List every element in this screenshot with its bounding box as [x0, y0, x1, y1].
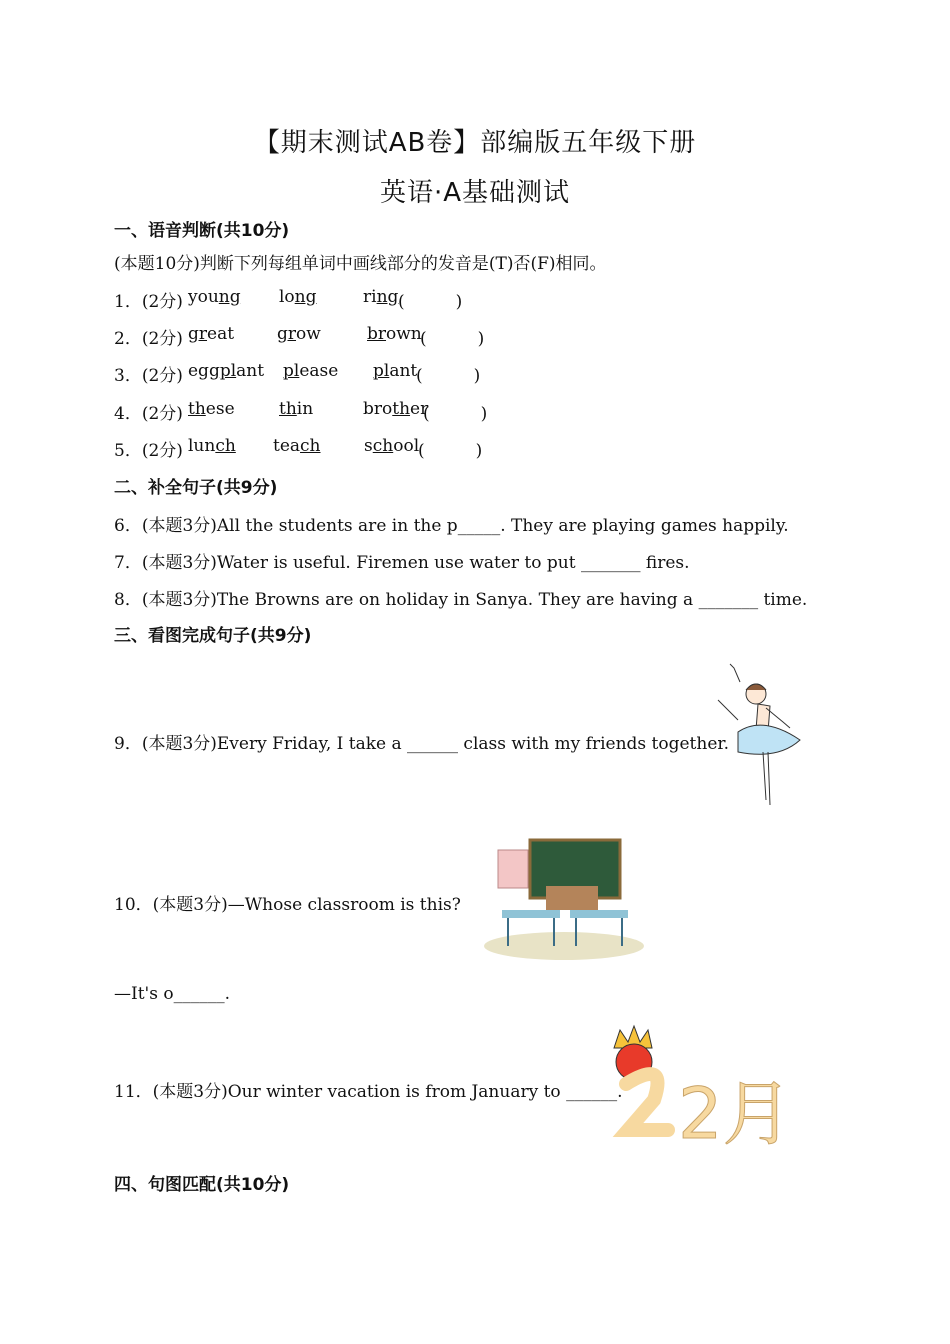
question-prefix: 1．(2分) [114, 292, 183, 312]
word-part: s [364, 436, 373, 456]
word-w1 [188, 287, 241, 307]
underlined-letters: br [367, 324, 387, 344]
underlined-letters: ch [300, 436, 321, 456]
answer-blank[interactable]: ( ) [416, 366, 481, 386]
underlined-letters: pl [283, 361, 300, 381]
word-part: lo [279, 287, 295, 307]
question-11: 11．(本题3分)Our winter vacation is from January to ______. [114, 1082, 623, 1102]
word-w1 [188, 361, 264, 381]
word-part: ese [205, 399, 235, 419]
underlined-letters: th [279, 399, 297, 419]
underlined-letters: ng [218, 287, 241, 307]
word-part: ool [393, 436, 420, 456]
underlined-letters: ch [215, 436, 236, 456]
word-part: ant [389, 361, 418, 381]
word-part: ow [296, 324, 321, 344]
question-10: 10．(本题3分)—Whose classroom is this? [114, 895, 461, 915]
month-label: 2月 [678, 1073, 793, 1155]
word-w2 [273, 436, 321, 456]
question-prefix: 2．(2分) [114, 329, 183, 349]
instruction: (本题10分)判断下列每组单词中画线部分的发音是(T)否(F)相同。 [114, 254, 607, 274]
question-7: 7．(本题3分)Water is useful. Firemen use water to put _______ fires. [114, 553, 690, 573]
question-prefix: 4．(2分) [114, 404, 183, 424]
word-part: egg [188, 361, 220, 381]
word-w2 [277, 324, 321, 344]
underlined-letters: ng [294, 287, 317, 307]
question-prefix: 3．(2分) [114, 366, 183, 386]
underlined-letters: pl [219, 361, 237, 381]
answer-blank[interactable]: ( ) [423, 404, 488, 424]
question-prefix: 5．(2分) [114, 441, 183, 461]
question-9: 9．(本题3分)Every Friday, I take a ______ class with my friends together. [114, 734, 730, 754]
word-part: lun [188, 436, 216, 456]
underlined-letters: th [188, 399, 206, 419]
word-part: own [386, 324, 422, 344]
underlined-letters: th [392, 399, 411, 419]
word-part: you [188, 287, 219, 307]
classroom-image [484, 838, 646, 962]
question-8: 8．(本题3分)The Browns are on holiday in Sanya. They are having a _______ time. [114, 590, 808, 610]
answer-blank[interactable]: ( ) [398, 292, 463, 312]
word-part: bro [363, 399, 393, 419]
underlined-letters: gr [188, 324, 208, 344]
word-part: er [410, 399, 429, 419]
word-w3 [363, 399, 428, 419]
word-part: ri [363, 287, 377, 307]
word-w1 [188, 399, 235, 419]
word-w1 [188, 436, 236, 456]
word-w2 [279, 287, 317, 307]
ballerina-image [708, 660, 808, 810]
word-w3 [364, 436, 419, 456]
page-title: 【期末测试AB卷】部编版五年级下册 [253, 128, 697, 158]
word-part: tea [273, 436, 301, 456]
word-part: eat [207, 324, 235, 344]
section-heading-2: 二、补全句子(共9分) [114, 478, 278, 498]
question-6: 6．(本题3分)All the students are in the p_____. They are playing games happily. [114, 516, 789, 536]
underlined-letters: ch [372, 436, 394, 456]
answer-10: —It's o______. [114, 984, 230, 1004]
page-subtitle: 英语·A基础测试 [379, 178, 571, 208]
section-heading-1: 一、语音判断(共10分) [114, 221, 290, 241]
word-w2 [279, 399, 313, 419]
section-heading-3: 三、看图完成句子(共9分) [114, 626, 312, 646]
word-part: ease [299, 361, 339, 381]
answer-blank[interactable]: ( ) [420, 329, 485, 349]
word-part: in [296, 399, 314, 419]
word-part: ant [236, 361, 265, 381]
underlined-letters: pl [373, 361, 390, 381]
section-heading-4: 四、句图匹配(共10分) [114, 1175, 290, 1195]
word-w1 [188, 324, 234, 344]
underlined-letters: gr [277, 324, 297, 344]
word-w3 [367, 324, 422, 344]
underlined-letters: ng [376, 287, 399, 307]
february-image [604, 1018, 793, 1155]
word-w3 [363, 287, 398, 307]
answer-blank[interactable]: ( ) [418, 441, 483, 461]
word-w3 [373, 361, 417, 381]
word-w2 [283, 361, 338, 381]
